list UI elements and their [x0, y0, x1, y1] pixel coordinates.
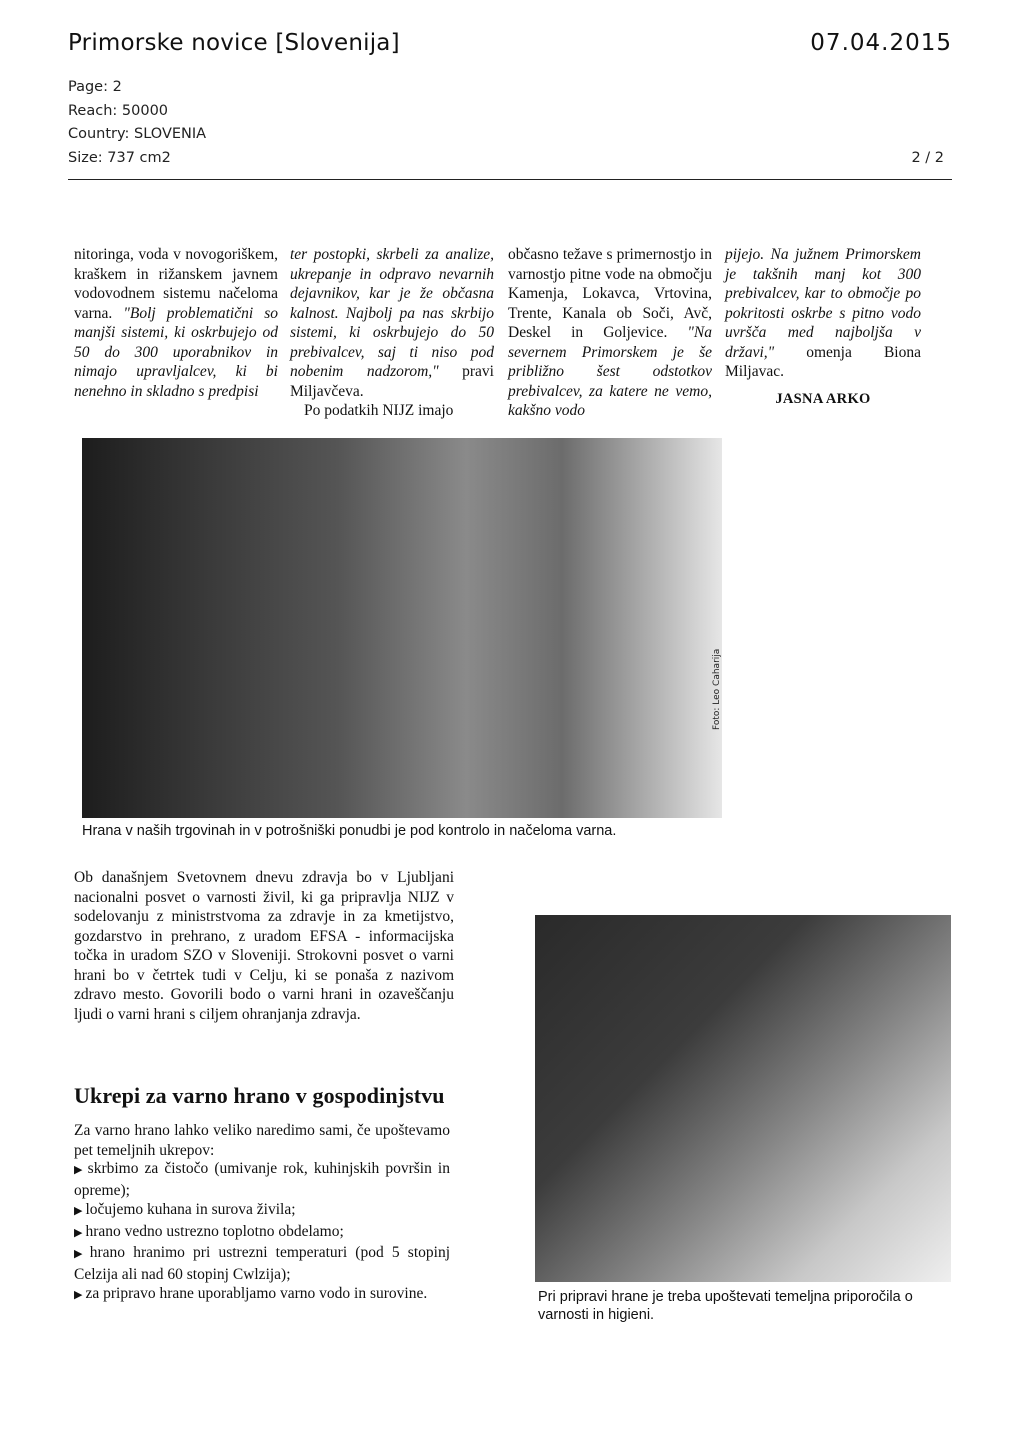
- column-4-quote: pijejo. Na južnem Primorskem je takšnih manj kot 300 prebivalcev, kar to območje po pokritosti oskrbe s pitno vodo uvršča med najboljša v državi,": [725, 246, 921, 361]
- box-heading: Ukrepi za varno hrano v gospodinjstvu: [74, 1083, 445, 1108]
- page-info: Page: 2: [68, 79, 122, 95]
- shopping-bags-photo: [82, 438, 722, 818]
- list-item: ▶ skrbimo za čistočo (umivanje rok, kuhinjskih površin in opreme);: [74, 1160, 450, 1199]
- box-intro: Za varno hrano lahko veliko naredimo sami, če upoštevamo pet temeljnih ukrepov:: [74, 1122, 450, 1159]
- country-info: Country: SLOVENIA: [68, 126, 207, 142]
- article-paragraph: Ob današnjem Svetovnem dnevu zdravja bo v Ljubljani nacionalni posvet o varnosti živil, ki ga pripravlja NIJZ v sodelovanju z ministrstvoma za zdravje in za kmetijstvo, gozdarstvo in prehrano, z uradom EFSA - informacijska točka in uradom SZO v Sloveniji. Strokovni posvet o varni hrani bo v četrtek tudi v Celju, ki se ponaša z nazivom zdravo mesto. Govorili bodo o varni hrani in ozaveščanju ljudi o varni hrani s ciljem ohranjanja zdravja.: [74, 869, 454, 1023]
- column-4-text: omenja Biona Miljavac.: [725, 343, 921, 380]
- publication-title: Primorske novice [Slovenija]: [68, 30, 400, 56]
- bullet-icon: ▶: [74, 1226, 83, 1239]
- bullet-icon: ▶: [74, 1164, 85, 1176]
- photo-2-caption: Pri pripravi hrane je treba upoštevati temeljna priporočila o varnosti in higieni.: [538, 1289, 913, 1323]
- article-column-1: [74, 245, 278, 401]
- washing-food-photo: [535, 915, 951, 1282]
- column-2-quote: ter postopki, skrbeli za analize, ukrepanje in odpravo nevarnih dejavnikov, kar je že občasna kalnost. Najbolj pa nas skrbijo sistemi, ki oskrbujejo do 50 prebivalcev, saj ti niso pod nobenim nadzorom,": [290, 246, 494, 380]
- list-item: ▶ za pripravo hrane uporabljamo varno vodo in surovine.: [74, 1285, 428, 1302]
- column-3-text: občasno težave s primernostjo in varnostjo pitne vode na območju Kamenja, Lokavca, Vrtovina, Trente, Kanala ob Soči, Avč, Deskel in Goljevice.: [508, 246, 712, 341]
- list-item: ▶ ločujemo kuhana in surova živila;: [74, 1201, 296, 1218]
- article-column-4: [725, 245, 921, 409]
- article-column-2: [290, 245, 494, 421]
- article-author: JASNA ARKO: [775, 390, 871, 407]
- tips-list: [74, 1159, 450, 1306]
- column-1-text: nitoringa, voda v novogoriškem, kraškem in rižanskem javnem vodovodnem sistemu načeloma varna.: [74, 246, 278, 322]
- page-counter: 2 / 2: [911, 150, 944, 166]
- header-divider: [68, 179, 952, 180]
- reach-info: Reach: 50000: [68, 103, 169, 119]
- list-item: ▶ hrano vedno ustrezno toplotno obdelamo;: [74, 1222, 344, 1240]
- photo-credit: Foto: Leo Caharija: [712, 648, 722, 730]
- size-info: Size: 737 cm2: [68, 150, 171, 166]
- column-3-quote: "Na severnem Primorskem je še približno šest odstotkov prebivalcev, za katere ne vemo, kakšno vodo: [508, 324, 713, 419]
- article-column-3: [508, 245, 712, 421]
- column-2-paragraph: Po podatkih NIJZ imajo: [304, 402, 454, 419]
- photo-1-caption: Hrana v naših trgovinah in v potrošniški ponudbi je pod kontrolo in načeloma varna.: [82, 823, 617, 839]
- column-2-text: pravi Miljavčeva.: [290, 363, 494, 400]
- bullet-icon: ▶: [74, 1205, 83, 1217]
- list-item: ▶ hrano hranimo pri ustrezni temperaturi (pod 5 stopinj Celzija ali nad 60 stopinj Cwlzija);: [74, 1244, 450, 1283]
- bullet-icon: ▶: [74, 1289, 83, 1301]
- bullet-icon: ▶: [74, 1248, 87, 1260]
- publication-date: 07.04.2015: [810, 30, 952, 56]
- column-1-quote: "Bolj problematični so manjši sistemi, ki oskrbujejo od 50 do 300 uporabnikov in nimajo upravljalcev, ki bi nenehno in skladno s predpisi: [74, 304, 278, 400]
